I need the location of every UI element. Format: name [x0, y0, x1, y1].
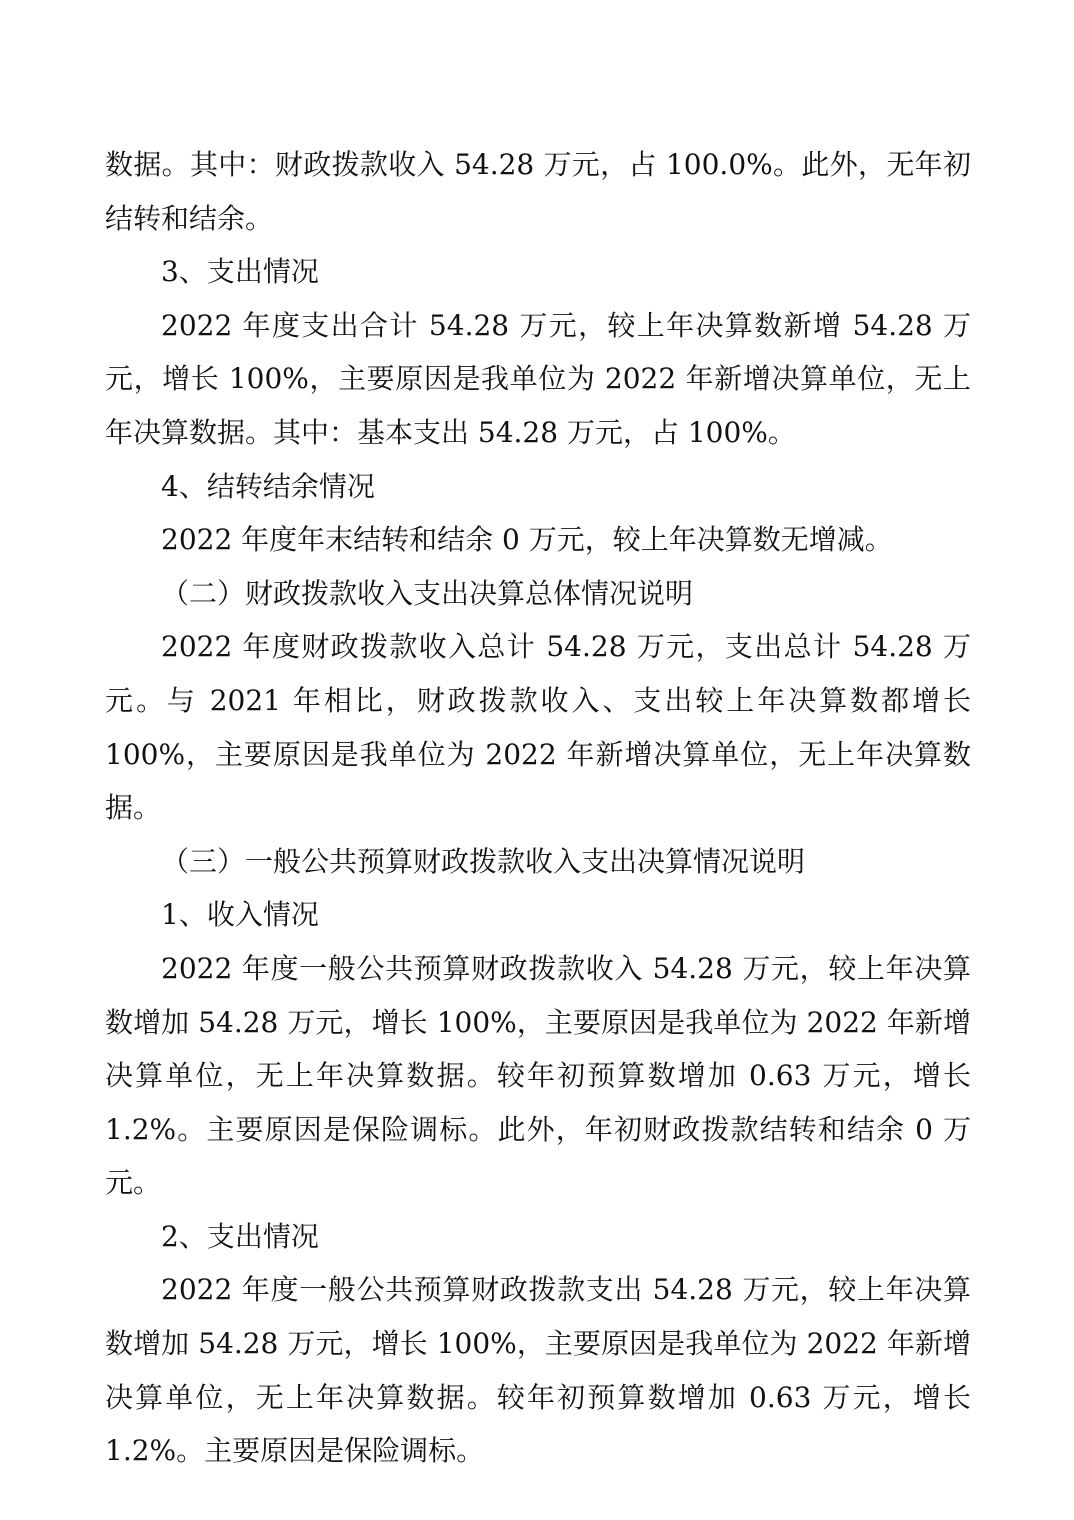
heading-general-income: 1、收入情况 — [161, 898, 319, 932]
paragraph-expenditure: 2022 年度支出合计 54.28 万元，较上年决算数新增 54.28 万元，增长 100%，主要原因是我单位为 2022 年新增决算单位，无上年决算数据。其中：基本支出 54.28 万元，占 100%。 — [105, 308, 971, 449]
heading-general-expenditure: 2、支出情况 — [161, 1219, 319, 1253]
paragraph-income-continuation: 数据。其中：财政拨款收入 54.28 万元，占 100.0%。此外，无年初结转和结余。 — [105, 148, 971, 235]
paragraph-general-income: 2022 年度一般公共预算财政拨款收入 54.28 万元，较上年决算数增加 54.28 万元，增长 100%，主要原因是我单位为 2022 年新增决算单位，无上年决算数据。较年初预算数增加 0.63 万元，增长 1.2%。主要原因是保险调标。此外，年初财政拨款结转和结余 0 万元。 — [105, 951, 971, 1200]
heading-expenditure: 3、支出情况 — [161, 255, 319, 289]
paragraph-general-expenditure: 2022 年度一般公共预算财政拨款支出 54.28 万元，较上年决算数增加 54.28 万元，增长 100%，主要原因是我单位为 2022 年新增决算单位，无上年决算数据。较年初预算数增加 0.63 万元，增长 1.2%。主要原因是保险调标。 — [105, 1273, 971, 1468]
heading-fiscal-overall: （二）财政拨款收入支出决算总体情况说明 — [161, 576, 694, 610]
heading-general-budget: （三）一般公共预算财政拨款收入支出决算情况说明 — [161, 844, 806, 878]
paragraph-fiscal-overall: 2022 年度财政拨款收入总计 54.28 万元，支出总计 54.28 万元。与 2021 年相比，财政拨款收入、支出较上年决算数都增长 100%，主要原因是我单位为 2022 年新增决算单位，无上年决算数据。 — [105, 630, 971, 825]
document-body — [105, 138, 971, 1478]
paragraph-carryover: 2022 年度年末结转和结余 0 万元，较上年决算数无增减。 — [161, 523, 893, 557]
heading-carryover: 4、结转结余情况 — [161, 469, 375, 503]
